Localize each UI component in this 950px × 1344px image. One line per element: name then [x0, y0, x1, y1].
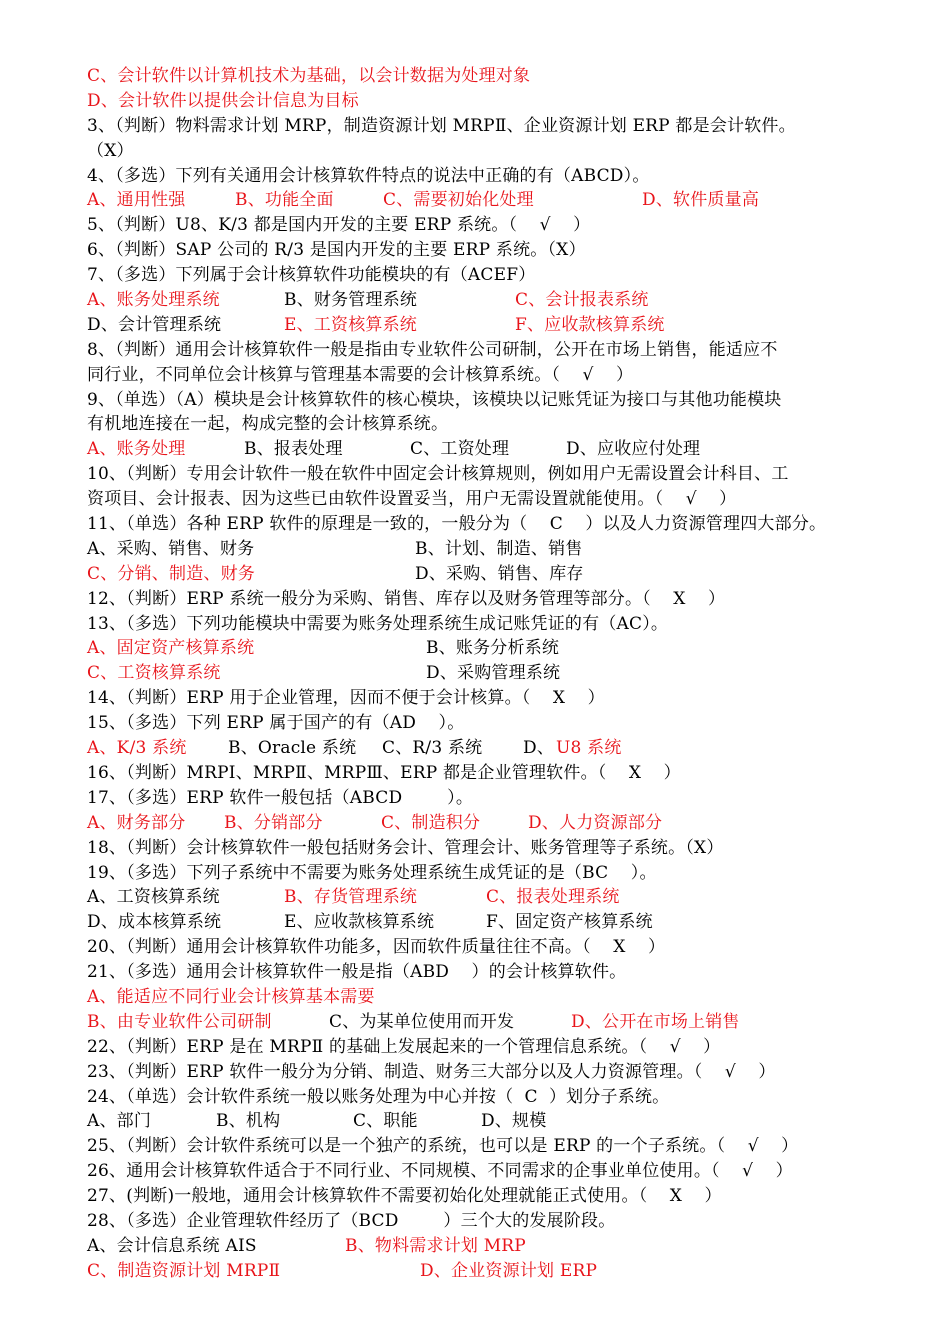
option-text: F、应收款核算系统: [515, 314, 665, 335]
text-line: [0, 562, 950, 587]
line-text: 8、（判断）通用会计核算软件一般是指由专业软件公司研制，公开在市场上销售，能适应不: [87, 339, 778, 360]
line-text: 18、（判断）会计核算软件一般包括财务会计、管理会计、账务管理等子系统。（X）: [87, 837, 724, 858]
line-text: 25、（判断）会计软件系统可以是一个独产的系统，也可以是 ERP 的一个子系统。（ √ ）: [87, 1136, 799, 1157]
option-text: A、部门: [87, 1111, 152, 1132]
option-text: C、报表处理系统: [486, 887, 620, 908]
option-text: D、企业资源计划 ERP: [420, 1260, 598, 1281]
line-text: 19、（多选）下列子系统中不需要为账务处理系统生成凭证的是（BC ）。: [87, 862, 657, 883]
text-line: [0, 313, 950, 338]
option-text: A、账务处理: [87, 439, 186, 460]
text-line: [0, 1010, 950, 1035]
text-line: [0, 885, 950, 910]
line-text: 9、（单选）（A）模块是会计核算软件的核心模块，该模块以记账凭证为接口与其他功能模块: [87, 389, 782, 410]
option-text: B、存货管理系统: [284, 887, 418, 908]
text-line: [0, 1134, 950, 1159]
option-text: D、成本核算系统: [87, 912, 222, 933]
text-line: [0, 935, 950, 960]
text-line: [0, 89, 950, 114]
text-line: [0, 188, 950, 213]
text-line: [0, 388, 950, 413]
option-text: D、软件质量高: [642, 190, 760, 211]
line-text: 27、(判断)一般地，通用会计核算软件不需要初始化处理就能正式使用。（ X ）: [87, 1186, 722, 1207]
text-line: [0, 437, 950, 462]
option-text: C、制造积分: [381, 812, 481, 833]
option-text: C、工资处理: [410, 439, 510, 460]
line-text: 16、（判断）MRPⅠ、MRPⅡ、MRPⅢ、ERP 都是企业管理软件。（ X ）: [87, 762, 681, 783]
option-text: A、账务处理系统: [87, 290, 220, 311]
text-line: [0, 462, 950, 487]
option-text: U8 系统: [556, 738, 622, 759]
text-line: [0, 910, 950, 935]
line-text: 17、（多选）ERP 软件一般包括（ABCD ）。: [87, 787, 474, 808]
option-text: B、计划、制造、销售: [415, 538, 583, 559]
text-line: [0, 288, 950, 313]
line-text: 26、通用会计核算软件适合于不同行业、不同规模、不同需求的企事业单位使用。（ √ ）: [87, 1161, 793, 1182]
option-text: B、物料需求计划 MRP: [345, 1235, 526, 1256]
line-text: 10、（判断）专用会计软件一般在软件中固定会计核算规则，例如用户无需设置会计科目、工: [87, 464, 789, 485]
text-line: [0, 114, 950, 139]
line-text: 15、（多选）下列 ERP 属于国产的有（AD ）。: [87, 713, 465, 734]
text-line: [0, 587, 950, 612]
option-text: D、应收应付处理: [566, 439, 701, 460]
line-text: 22、（判断）ERP 是在 MRPⅡ 的基础上发展起来的一个管理信息系统。（ √ ）: [87, 1036, 721, 1057]
line-text: 同行业，不同单位会计核算与管理基本需要的会计核算系统。（ √ ）: [87, 364, 634, 385]
line-text: 28、（多选）企业管理软件经历了（BCD ）三个大的发展阶段。: [87, 1210, 616, 1231]
line-text: D、会计软件以提供会计信息为目标: [87, 90, 359, 111]
option-text: F、固定资产核算系统: [486, 912, 653, 933]
option-text: D、采购、销售、库存: [415, 563, 584, 584]
option-text: C、会计报表系统: [515, 290, 649, 311]
line-text: 23、（判断）ERP 软件一般分为分销、制造、财务三大部分以及人力资源管理。（ √ ）: [87, 1061, 776, 1082]
option-text: B、机构: [216, 1111, 281, 1132]
line-text: 21、（多选）通用会计核算软件一般是指（ABD ）的会计核算软件。: [87, 962, 627, 983]
text-line: [0, 861, 950, 886]
text-line: [0, 1085, 950, 1110]
text-line: [0, 164, 950, 189]
text-line: [0, 139, 950, 164]
option-text: C、职能: [353, 1111, 418, 1132]
line-text: C、会计软件以计算机技术为基础，以会计数据为处理对象: [87, 66, 531, 86]
option-text: B、Oracle 系统: [228, 738, 357, 759]
option-text: C、R/3 系统: [382, 738, 483, 759]
text-line: [0, 661, 950, 686]
line-text: 6、（判断）SAP 公司的 R/3 是国内开发的主要 ERP 系统。（X）: [87, 240, 586, 261]
option-text: C、工资核算系统: [87, 663, 221, 684]
text-line: [0, 1209, 950, 1234]
option-text: A、会计信息系统 AIS: [87, 1235, 257, 1256]
text-line: [0, 263, 950, 288]
text-line: [0, 238, 950, 263]
option-text: B、账务分析系统: [426, 638, 560, 659]
text-line: [0, 960, 950, 985]
option-text: B、功能全面: [235, 190, 334, 211]
option-text: A、K/3 系统: [87, 738, 187, 759]
text-line: [0, 736, 950, 761]
option-text: C、为某单位使用而开发: [329, 1011, 515, 1032]
option-text: A、财务部分: [87, 812, 186, 833]
option-text: D、公开在市场上销售: [571, 1011, 740, 1032]
line-text: 4、（多选）下列有关通用会计核算软件特点的说法中正确的有（ABCD）。: [87, 165, 650, 186]
text-line: [0, 213, 950, 238]
line-text: 12、（判断）ERP 系统一般分为采购、销售、库存以及财务管理等部分。（ X ）: [87, 588, 726, 609]
text-line: [0, 761, 950, 786]
line-text: 3、（判断）物料需求计划 MRP，制造资源计划 MRPⅡ、企业资源计划 ERP 都是会计软件。: [87, 115, 796, 136]
text-line: [0, 64, 950, 89]
line-text: 13、（多选）下列功能模块中需要为账务处理系统生成记账凭证的有（AC）。: [87, 613, 669, 634]
text-line: [0, 1159, 950, 1184]
option-text: B、财务管理系统: [284, 290, 418, 311]
option-text: A、固定资产核算系统: [87, 638, 255, 659]
text-line: [0, 985, 950, 1010]
text-line: [0, 711, 950, 736]
option-text: E、应收款核算系统: [284, 912, 435, 933]
option-text: D、会计管理系统: [87, 314, 222, 335]
option-text: C、分销、制造、财务: [87, 563, 256, 584]
text-line: [0, 1234, 950, 1259]
line-text: 5、（判断）U8、K/3 都是国内开发的主要 ERP 系统。（ √ ）: [87, 215, 591, 236]
text-line: [0, 786, 950, 811]
text-line: [0, 1184, 950, 1209]
text-line: [0, 636, 950, 661]
text-line: [0, 811, 950, 836]
option-text: B、由专业软件公司研制: [87, 1011, 272, 1032]
option-text: E、工资核算系统: [284, 314, 418, 335]
option-text: D、: [523, 738, 555, 759]
text-line: [0, 537, 950, 562]
option-text: B、报表处理: [244, 439, 343, 460]
option-text: D、采购管理系统: [426, 663, 561, 684]
option-text: D、规模: [481, 1111, 547, 1132]
text-line: [0, 338, 950, 363]
option-text: C、制造资源计划 MRPⅡ: [87, 1260, 281, 1281]
text-line: [0, 1035, 950, 1060]
option-text: A、通用性强: [87, 190, 186, 211]
line-text: 资项目、会计报表、因为这些已由软件设置妥当，用户无需设置就能使用。（ √ ）: [87, 489, 737, 510]
option-text: A、工资核算系统: [87, 887, 220, 908]
option-text: A、采购、销售、财务: [87, 538, 255, 559]
text-line: [0, 1259, 950, 1284]
line-text: 20、（判断）通用会计核算软件功能多，因而软件质量往往不高。（ X ）: [87, 937, 666, 958]
option-text: C、需要初始化处理: [383, 190, 534, 211]
option-text: D、人力资源部分: [528, 812, 663, 833]
text-line: [0, 487, 950, 512]
option-text: B、分销部分: [224, 812, 323, 833]
line-text: A、能适应不同行业会计核算基本需要: [87, 986, 375, 1007]
line-text: 14、（判断）ERP 用于企业管理，因而不便于会计核算。（ X ）: [87, 688, 605, 709]
text-line: [0, 512, 950, 537]
text-line: [0, 363, 950, 388]
line-text: 24、（单选）会计软件系统一般以账务处理为中心并按（ C ）划分子系统。: [87, 1086, 670, 1107]
text-line: [0, 686, 950, 711]
text-line: [0, 1109, 950, 1134]
text-line: [0, 1060, 950, 1085]
text-line: [0, 412, 950, 437]
line-text: 7、（多选）下列属于会计核算软件功能模块的有（ACEF）: [87, 265, 536, 286]
line-text: （X）: [87, 140, 134, 161]
line-text: 11、（单选）各种 ERP 软件的原理是一致的，一般分为（ C ）以及人力资源管理四大部分。: [87, 514, 827, 535]
line-text: 有机地连接在一起，构成完整的会计核算系统。: [87, 414, 449, 435]
text-line: [0, 612, 950, 637]
document-body: [0, 64, 950, 1284]
text-line: [0, 836, 950, 861]
